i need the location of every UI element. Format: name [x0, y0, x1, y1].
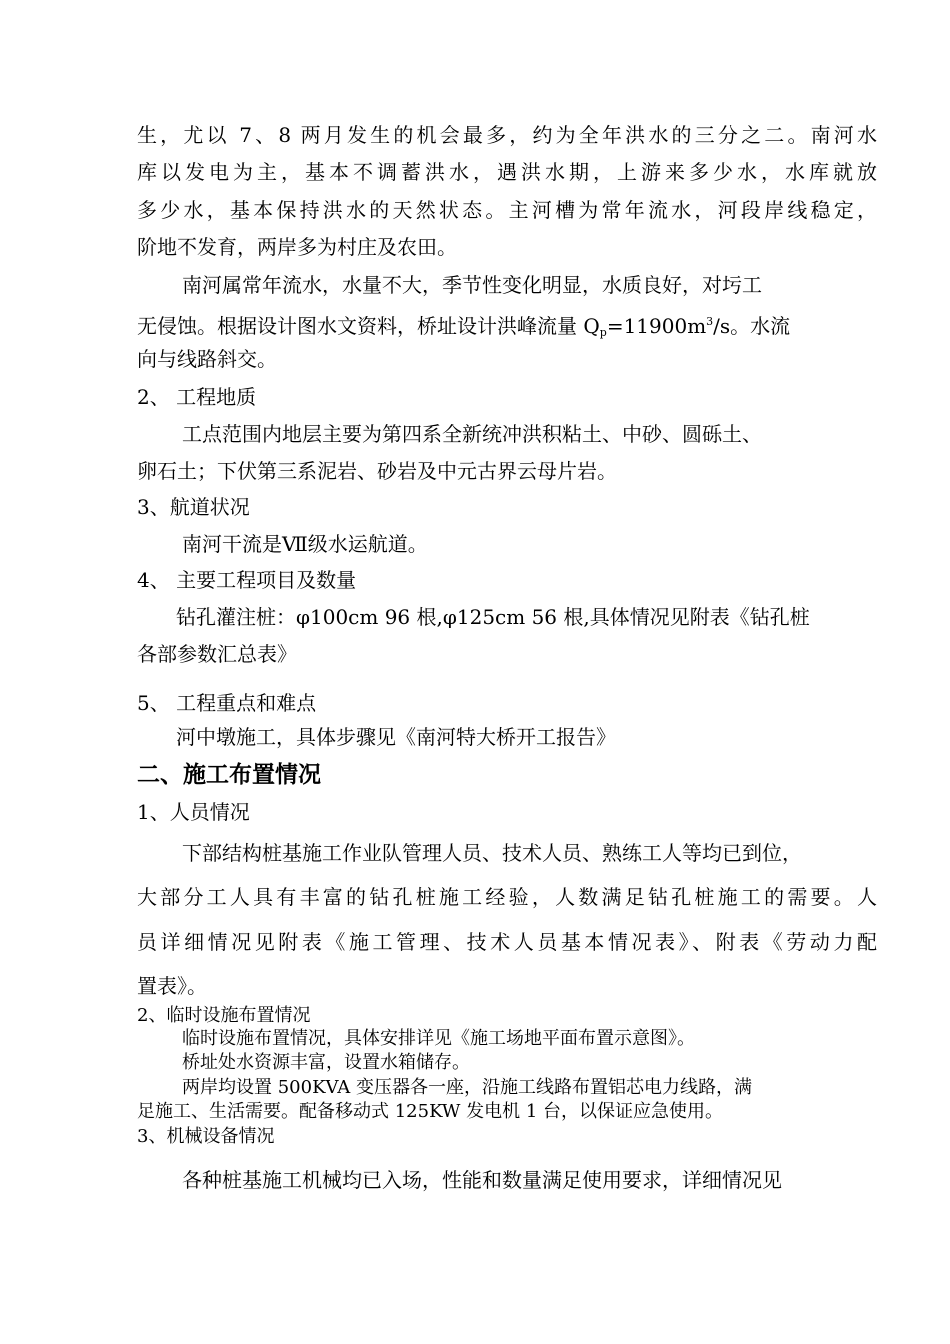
hydro-text-a: 无侵蚀。根据设计图水文资料，桥址设计洪峰流量 Q	[137, 314, 600, 338]
subscript-p: p	[599, 326, 607, 339]
paragraph-line: 库以发电为主，基本不调蓄洪水，遇洪水期，上游来多少水，水库就放	[137, 160, 877, 184]
paragraph-line: 卵石土；下伏第三系泥岩、砂岩及中元古界云母片岩。	[137, 459, 617, 483]
paragraph-line: 临时设施布置情况，具体安排详见《施工场地平面布置示意图》。	[182, 1028, 695, 1049]
section-heading: 2、临时设施布置情况	[137, 1005, 311, 1026]
section-heading: 1、人员情况	[137, 800, 250, 824]
hydro-text-b: =11900m	[606, 314, 707, 338]
paragraph-line: 钻孔灌注桩：φ100cm 96 根,φ125cm 56 根,具体情况见附表《钻孔桩	[176, 605, 810, 629]
paragraph-line: 员详细情况见附表《施工管理、技术人员基本情况表》、附表《劳动力配	[137, 930, 877, 954]
paragraph-line: 两岸均设置 500KVA 变压器各一座，沿施工线路布置铝芯电力线路，满	[182, 1077, 753, 1098]
paragraph-line: 阶地不发育，两岸多为村庄及农田。	[137, 235, 457, 259]
section-heading: 5、 工程重点和难点	[137, 691, 317, 715]
chapter-title: 二、施工布置情况	[137, 762, 321, 788]
paragraph-line: 向与线路斜交。	[137, 347, 277, 371]
paragraph-line	[137, 309, 877, 346]
section-heading: 2、 工程地质	[137, 385, 257, 409]
section-heading: 3、航道状况	[137, 495, 250, 519]
paragraph-line: 河中墩施工，具体步骤见《南河特大桥开工报告》	[176, 725, 616, 749]
paragraph-line: 南河属常年流水，水量不大，季节性变化明显，水质良好，对圬工	[182, 273, 762, 297]
paragraph-line: 各部参数汇总表》	[137, 642, 297, 666]
paragraph-line: 多少水，基本保持洪水的天然状态。主河槽为常年流水，河段岸线稳定，	[137, 198, 877, 222]
paragraph-line: 下部结构桩基施工作业队管理人员、技术人员、熟练工人等均已到位，	[182, 841, 802, 865]
section-heading: 4、 主要工程项目及数量	[137, 568, 357, 592]
paragraph-line: 足施工、生活需要。配备移动式 125KW 发电机 1 台，以保证应急使用。	[137, 1101, 723, 1122]
superscript-3: 3	[706, 315, 714, 328]
paragraph-line: 各种桩基施工机械均已入场，性能和数量满足使用要求，详细情况见	[182, 1168, 782, 1192]
paragraph-line: 大部分工人具有丰富的钻孔桩施工经验，人数满足钻孔桩施工的需要。人	[137, 885, 877, 909]
paragraph-line: 桥址处水资源丰富，设置水箱储存。	[182, 1052, 470, 1073]
paragraph-line: 南河干流是Ⅶ级水运航道。	[182, 532, 428, 556]
paragraph-line: 生，尤以 7、8 两月发生的机会最多，约为全年洪水的三分之二。南河水	[137, 123, 877, 147]
paragraph-line: 置表》。	[137, 974, 207, 998]
paragraph-line: 工点范围内地层主要为第四系全新统冲洪积粘土、中砂、圆砾土、	[182, 422, 762, 446]
section-heading: 3、机械设备情况	[137, 1126, 275, 1147]
hydro-text-c: /s。水流	[713, 314, 791, 338]
